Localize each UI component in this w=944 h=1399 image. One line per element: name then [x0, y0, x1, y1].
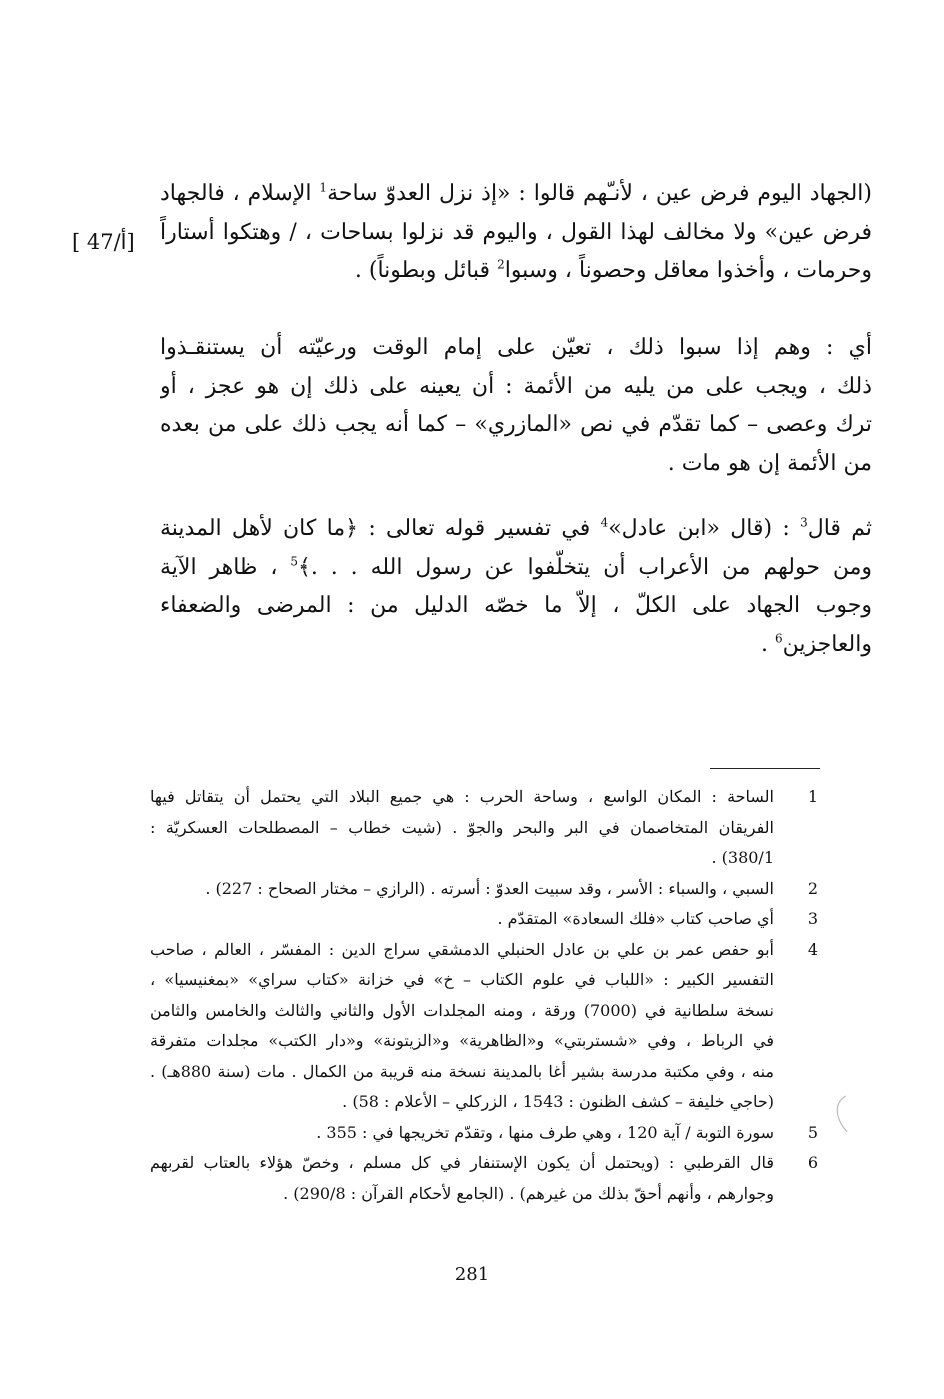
footnote-4	[150, 935, 830, 1118]
footnote-line: (حاجي خليفة – كشف الظنون : 1543 ، الزركلي – الأعلام : 58) .	[342, 1092, 774, 1111]
footnote-ref[interactable]: 4	[600, 515, 609, 530]
margin-bracket-mark	[834, 1094, 848, 1134]
footnote-number: 3	[807, 909, 819, 928]
footnote-line: قال القرطبي : (ويحتمل أن يكون الإستنفار في كل مسلم ، وخصّ هؤلاء بالعتاب لقربهم	[150, 1153, 774, 1172]
text-line: أي : وهم إذا سبوا ذلك ، تعيّن على إمام الوقت ورعيّته أن يستنقـذوا	[160, 335, 872, 360]
margin-folio-reference: [ 47/أ]	[72, 230, 135, 254]
footnote-line: السبي ، والسباء : الأسر ، وقد سبيت العدوّ : أسرته . (الرازي – مختار الصحاح : 227) .	[205, 878, 774, 898]
footnote-line: الساحة : المكان الواسع ، وساحة الحرب : هي جميع البلاد التي يحتمل أن يتقاتل فيها	[150, 787, 774, 806]
text-line: من الأئمة إن هو مات .	[667, 450, 872, 476]
footnote-2	[150, 874, 830, 905]
footnote-number: 6	[807, 1153, 819, 1172]
text-line: وجوب الجهاد على الكلّ ، إلاّ ما خصّه الدليل من : المرضى والضعفاء	[160, 593, 872, 618]
footnote-1	[150, 782, 830, 874]
footnote-3	[150, 904, 830, 935]
footnote-5	[150, 1118, 830, 1149]
paragraph-1	[160, 175, 872, 291]
text-line: ترك وعصى – كما تقدّم في نص «المازري» – كما أنه يجب ذلك على من بعده	[160, 412, 872, 437]
footnote-line: أبو حفص عمر بن علي بن عادل الحنبلي الدمشقي سراج الدين : المفسّر ، العالم ، صاحب	[150, 939, 774, 959]
footnote-line: الفريقان المتخاصمان في البر والبحر والجوّ . (شيت خطاب – المصطلحات العسكريّة :	[150, 817, 774, 837]
page-number: 281	[454, 1264, 490, 1285]
footnote-number: 4	[807, 939, 819, 959]
footnote-line: وجوارهم ، وأنهم أحقّ بذلك من غيرهم) . (الجامع لأحكام القرآن : 290/8) .	[283, 1183, 774, 1203]
footnote-ref[interactable]: 2	[497, 257, 505, 272]
text-line: (الجهاد اليوم فرض عين ، لأنـّهم قالوا : «إذ نزل العدوّ ساحة$^1$ الإسلام ، فالجهاد	[160, 180, 872, 206]
footnote-ref[interactable]: 3	[800, 515, 808, 530]
footnote-line: في الرباط ، وفي «شستربتي» و«الظاهرية» و«الزيتونة» و«دار الكتب» مجلدات متفرقة	[150, 1031, 774, 1050]
footnote-line: سورة التوبة / آية 120 ، وهي طرف منها ، وتقدّم تخريجها في : 355 .	[316, 1122, 774, 1142]
paragraph-2	[160, 329, 872, 483]
footnote-6	[150, 1148, 830, 1209]
footnotes	[150, 782, 830, 1209]
footnote-line: التفسير الكبير : «اللباب في علوم الكتاب – خ» في خزانة «كتاب سراي» «بمغنيسيا» ،	[150, 970, 774, 989]
text-line: وحرمات ، وأخذوا معاقل وحصوناً ، وسبوا$^2$ قبائل وبطوناً) .	[354, 257, 872, 283]
footnote-line: أي صاحب كتاب «فلك السعادة» المتقدّم .	[497, 909, 774, 928]
footnote-line: 380/1) .	[711, 848, 774, 867]
footnote-number: 2	[807, 878, 819, 898]
text-line: ثم قال$^3$ : (قال «ابن عادل»$^4$ في تفسير قوله تعالى : ﴿ما كان لأهل المدينة	[160, 515, 872, 541]
footnote-ref[interactable]: 1	[319, 180, 328, 195]
paragraph-3	[160, 510, 872, 664]
text-line: فرض عين» ولا مخالف لهذا القول ، واليوم قد نزلوا بساحات ، / وهتكوا أستاراً	[160, 219, 872, 245]
footnote-line: منه ، وفي مكتبة مدرسة بشير أغا بالمدينة نسخة منه قريبة من الكمال . مات (سنة 880هـ) .	[150, 1061, 774, 1081]
footnote-separator	[710, 768, 820, 769]
footnote-number: 1	[807, 787, 819, 806]
footnote-number: 5	[807, 1122, 819, 1142]
text-line: والعاجزين$^6$ .	[760, 631, 872, 657]
text-line: ومن حولهم من الأعراب أن يتخلّفوا عن رسول الله . . .﴾$^5$ ، ظاهر الآية	[160, 554, 872, 580]
footnote-ref[interactable]: 6	[774, 631, 783, 646]
footnote-line: نسخة سلطانية في (7000) ورقة ، ومنه المجلدات الأول والثاني والثالث والخامس والثامن	[150, 1000, 774, 1020]
footnote-ref[interactable]: 5	[290, 554, 298, 569]
text-line: ذلك ، ويجب على من يليه من الأئمة : أن يعينه على ذلك إن هو عجز ، أو	[160, 373, 872, 399]
